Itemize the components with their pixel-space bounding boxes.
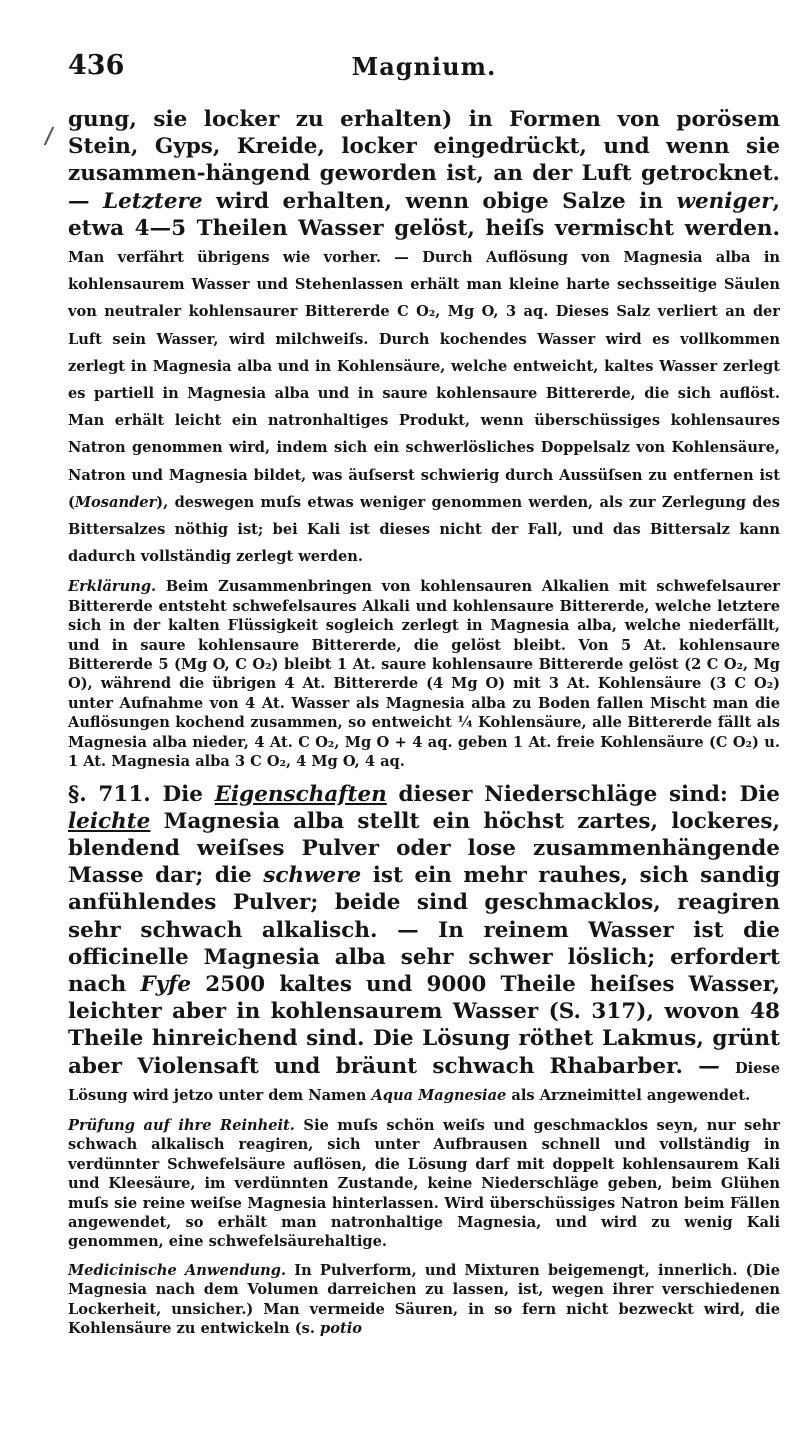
text-run: Sie muſs schön weiſs und geschmacklos seyn, nur sehr schwach alkalisch reagiren, sich unter Aufbrausen schnell und vollständig in verdünnter Schwefelsäure auflösen, die Lösung darf mit doppelt kohlensaurem Kali und Kleesäure, im verdünnten Zustande, keine Niederschläge geben, beim Glühen muſs sie reine weiſse Magnesia hinterlassen. Wird überschüssiges Natron beim Fällen angewendet, so erhält man natronhaltige Magnesia, und wird zu wenig Kali genommen, eine schwefelsäurehaltige. bbox=[68, 1116, 780, 1251]
text-run: , etwa 4—5 Theilen Wasser gelöst, heiſs vermischt werden. bbox=[68, 188, 780, 241]
paragraph-medical-use bbox=[68, 1261, 780, 1339]
text-run: Beim Zusammenbringen von kohlensauren Alkalien mit schwefelsaurer Bittererde entsteht schwefelsaures Alkali und kohlensaure Bittererde, welche letztere sich in der kalten Flüssigkeit sogleich zerlegt in Magnesia alba, welche niederfällt, und in saure kohlensaure Bittererde, die gelöst bleibt. Von 5 At. kohlensaure Bittererde 5 (Mg O, C O₂) bleibt 1 At. saure kohlensaure Bittererde gelöst (2 C O₂, Mg O), während die übrigen 4 At. Bittererde (4 Mg O) mit 3 At. Kohlensäure (3 C O₂) unter Aufnahme von 4 At. Wasser als Magnesia alba zu Boden fallen Mischt man die Auflösungen kochend zusammen, so entweicht ¼ Kohlensäure, alle Bittererde fällt als Magnesia alba nieder, 4 At. C O₂, Mg O + 4 aq. geben 1 At. freie Kohlensäure (C O₂) u. 1 At. Magnesia alba 3 C O₂, 4 Mg O, 4 aq. bbox=[68, 578, 780, 771]
text-run: In Pulverform, und Mixturen beigemengt, innerlich. (Die Magnesia nach dem Volumen darreichen zu lassen, ist, wegen ihrer verschiedenen Lockerheit, unsicher.) Man vermeide Säuren, in so fern nicht bezweckt wird, die Kohlensäure zu entwickeln (s. bbox=[68, 1261, 781, 1338]
small-text: Diese Lösung wird jetzo unter dem Namen bbox=[68, 1059, 780, 1104]
emphasis-term: Letztere bbox=[102, 188, 203, 214]
emphasis-term: Eigenschaften bbox=[214, 781, 387, 807]
small-text: ), deswegen muſs etwas weniger genommen werden, als zur Zerlegung des Bittersalzes nöthig ist; bei Kali ist dieses nicht der Fall, und das Bittersalz kann dadurch vollständig zerlegt werden. bbox=[68, 493, 780, 566]
paragraph-intro bbox=[68, 106, 780, 568]
latin-name: potio bbox=[320, 1320, 362, 1338]
running-title: Magnium. bbox=[351, 52, 497, 81]
text-run: 2500 kaltes und 9000 Theile heiſses Wasser, leichter aber in kohlensaurem Wasser (S. 317), wovon 48 Theile hinreichend sind. Die Lösung röthet Lakmus, grünt aber Violensaft und bräunt schwach Rhabarber. — bbox=[68, 971, 780, 1079]
section-heading: Prüfung auf ihre Reinheit. bbox=[68, 1116, 295, 1134]
section-heading: Erklärung. bbox=[68, 578, 157, 596]
book-page bbox=[68, 50, 780, 1338]
section-number: §. 711. bbox=[68, 781, 151, 807]
section-711 bbox=[68, 781, 780, 1107]
small-text: Man verfährt übrigens wie vorher. — Durch Auflösung von Magnesia alba in kohlensaurem Wasser und Stehenlassen erhält man kleine harte sechsseitige Säulen von neutraler kohlensaurer Bittererde C O₂, Mg O, 3 aq. Dieses Salz verliert an der Luft sein Wasser, wird milchweiſs. Durch kochendes Wasser wird es vollkommen zerlegt in Magnesia alba und in Kohlensäure, welche entweicht, kaltes Wasser zerlegt es partiell in Magnesia alba und in saure kohlensaure Bittererde, die sich auflöst. Man erhält leicht ein natronhaltiges Produkt, wenn überschüssiges kohlensaures Natron genommen wird, indem sich ein schwerlösliches Doppelsalz von Kohlensäure, Natron und Magnesia bildet, was äuſserst schwierig durch Aussüſsen zu entfernen ist ( bbox=[68, 249, 780, 511]
section-heading: Medicinische Anwendung. bbox=[68, 1261, 287, 1279]
page-number: 436 bbox=[68, 50, 125, 81]
emphasis-term: leichte bbox=[68, 808, 151, 834]
paragraph-purity-test bbox=[68, 1116, 780, 1252]
margin-mark bbox=[48, 126, 56, 152]
paragraph-explanation bbox=[68, 577, 780, 771]
emphasis-term: schwere bbox=[263, 863, 362, 889]
body-text bbox=[68, 106, 780, 1338]
text-run: Die bbox=[150, 781, 215, 807]
emphasis-term: weniger bbox=[676, 188, 773, 214]
page-header bbox=[68, 50, 780, 90]
citation-author: Fyfe bbox=[140, 971, 192, 997]
text-run: dieser Niederschläge sind: Die bbox=[386, 781, 780, 807]
text-run: gung, sie locker zu erhalten) in Formen von porösem Stein, Gyps, Kreide, locker eingedrückt, und wenn sie zusammen-hängend geworden ist, an der Luft getrocknet. — bbox=[68, 107, 780, 214]
text-run: wird erhalten, wenn obige Salze in bbox=[202, 188, 677, 214]
text-run: Magnesia alba stellt ein höchst zartes, lockeres, blendend weiſses Pulver oder lose zusammenhängende Masse dar; die bbox=[68, 808, 780, 889]
citation-author: Mosander bbox=[74, 493, 157, 511]
text-run: ist ein mehr rauhes, sich sandig anfühlendes Pulver; beide sind geschmacklos, reagiren sehr schwach alkalisch. — In reinem Wasser ist die officinelle Magnesia alba sehr schwer löslich; erfordert nach bbox=[68, 863, 780, 997]
latin-name: Aqua Magnesiae bbox=[371, 1086, 507, 1104]
small-text: als Arzneimittel angewendet. bbox=[506, 1086, 751, 1104]
